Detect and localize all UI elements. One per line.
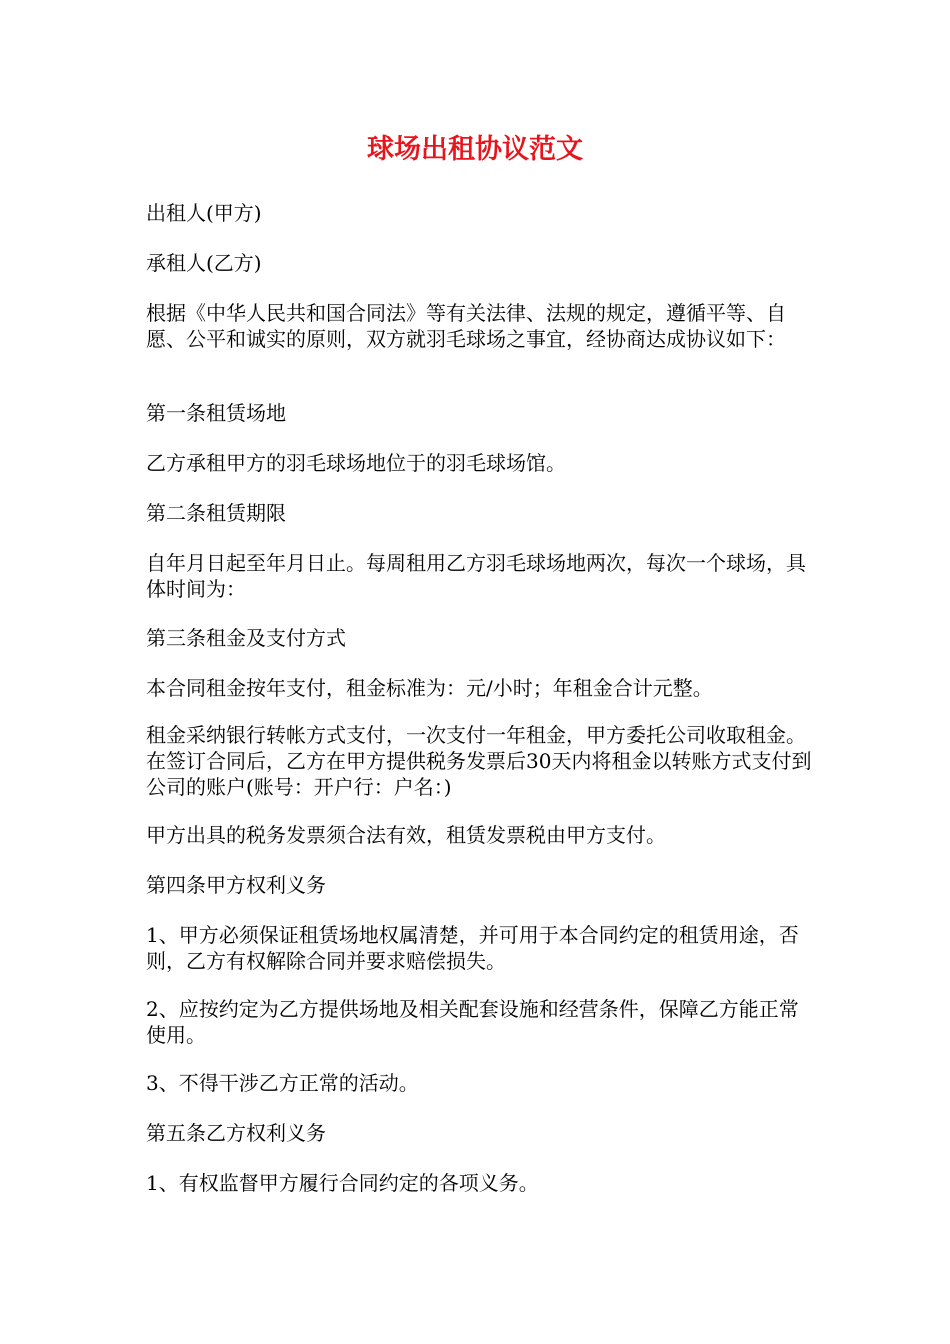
paragraph-article-3-payment: 租金采纳银行转帐方式支付，一次支付一年租金，甲方委托公司收取租金。在签订合同后，乙方在甲方提供税务发票后30天内将租金以转账方式支付到公司的账户(账号：开户行：户名：) [146, 723, 812, 799]
heading-article-2: 第二条租赁期限 [146, 501, 286, 525]
paragraph-article-3-invoice: 甲方出具的税务发票须合法有效，租赁发票税由甲方支付。 [146, 823, 666, 847]
heading-article-1: 第一条租赁场地 [146, 401, 286, 425]
paragraph-article-3-rent: 本合同租金按年支付，租金标准为：元/小时；年租金合计元整。 [146, 676, 713, 700]
paragraph-article-1-body: 乙方承租甲方的羽毛球场地位于的羽毛球场馆。 [146, 451, 566, 475]
document-title: 球场出租协议范文 [367, 134, 583, 165]
heading-article-5: 第五条乙方权利义务 [146, 1121, 326, 1145]
heading-article-3: 第三条租金及支付方式 [146, 626, 346, 650]
paragraph-article-4-item-2: 2、应按约定为乙方提供场地及相关配套设施和经营条件，保障乙方能正常使用。 [146, 997, 799, 1047]
paragraph-article-2-body: 自年月日起至年月日止。每周租用乙方羽毛球场地两次，每次一个球场，具体时间为： [146, 551, 806, 601]
paragraph-lessor: 出租人(甲方) [146, 201, 262, 225]
paragraph-article-4-item-1: 1、甲方必须保证租赁场地权属清楚，并可用于本合同约定的租赁用途，否则，乙方有权解除合同并要求赔偿损失。 [146, 923, 799, 973]
paragraph-article-5-item-1: 1、有权监督甲方履行合同约定的各项义务。 [146, 1171, 539, 1195]
paragraph-article-4-item-3: 3、不得干涉乙方正常的活动。 [146, 1071, 419, 1095]
heading-article-4: 第四条甲方权利义务 [146, 873, 326, 897]
paragraph-lessee: 承租人(乙方) [146, 251, 262, 275]
paragraph-preamble: 根据《中华人民共和国合同法》等有关法律、法规的规定，遵循平等、自愿、公平和诚实的原则，双方就羽毛球场之事宜，经协商达成协议如下： [146, 301, 786, 351]
